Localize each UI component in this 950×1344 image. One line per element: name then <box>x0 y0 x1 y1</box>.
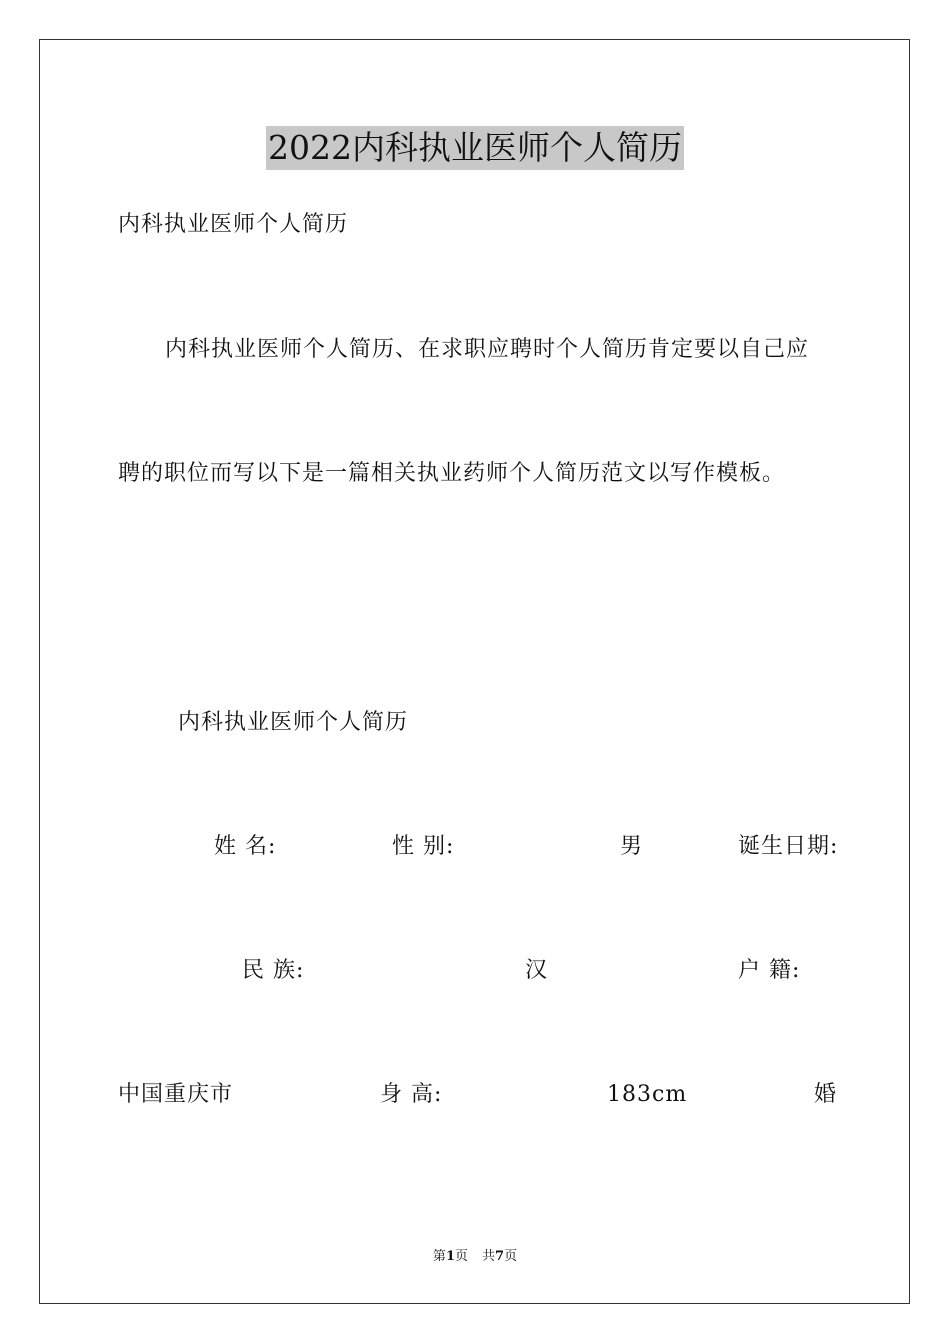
footer-page-suffix: 页 <box>454 1249 468 1264</box>
marital-status-label: 婚 <box>814 1082 838 1107</box>
footer-total-pages: 7 <box>495 1249 505 1264</box>
footer-page-number: 1 <box>445 1249 455 1264</box>
section-heading: 内科执业医师个人简历 <box>178 710 409 735</box>
height-value: 183cm <box>607 1082 688 1107</box>
hukou-label: 户 籍: <box>738 958 801 983</box>
title-container <box>0 126 950 170</box>
page-footer <box>0 1248 950 1266</box>
name-label: 姓 名: <box>214 834 277 859</box>
gender-label: 性 别: <box>392 834 455 859</box>
intro-paragraph-line-2: 聘的职位而写以下是一篇相关执业药师个人简历范文以写作模板。 <box>118 461 786 486</box>
document-subtitle: 内科执业医师个人简历 <box>118 212 349 237</box>
document-title: 2022内科执业医师个人简历 <box>266 126 684 170</box>
footer-total-suffix: 页 <box>504 1249 518 1264</box>
birthdate-label: 诞生日期: <box>738 834 839 859</box>
footer-prefix: 第 <box>432 1249 446 1264</box>
ethnicity-label: 民 族: <box>242 958 305 983</box>
footer-total-prefix: 共 <box>482 1249 496 1264</box>
intro-paragraph-line-1: 内科执业医师个人简历、在求职应聘时个人简历肯定要以自己应 <box>165 337 810 362</box>
hukou-value: 中国重庆市 <box>118 1082 234 1107</box>
ethnicity-value: 汉 <box>525 958 549 983</box>
height-label: 身 高: <box>380 1082 443 1107</box>
gender-value: 男 <box>620 834 644 859</box>
